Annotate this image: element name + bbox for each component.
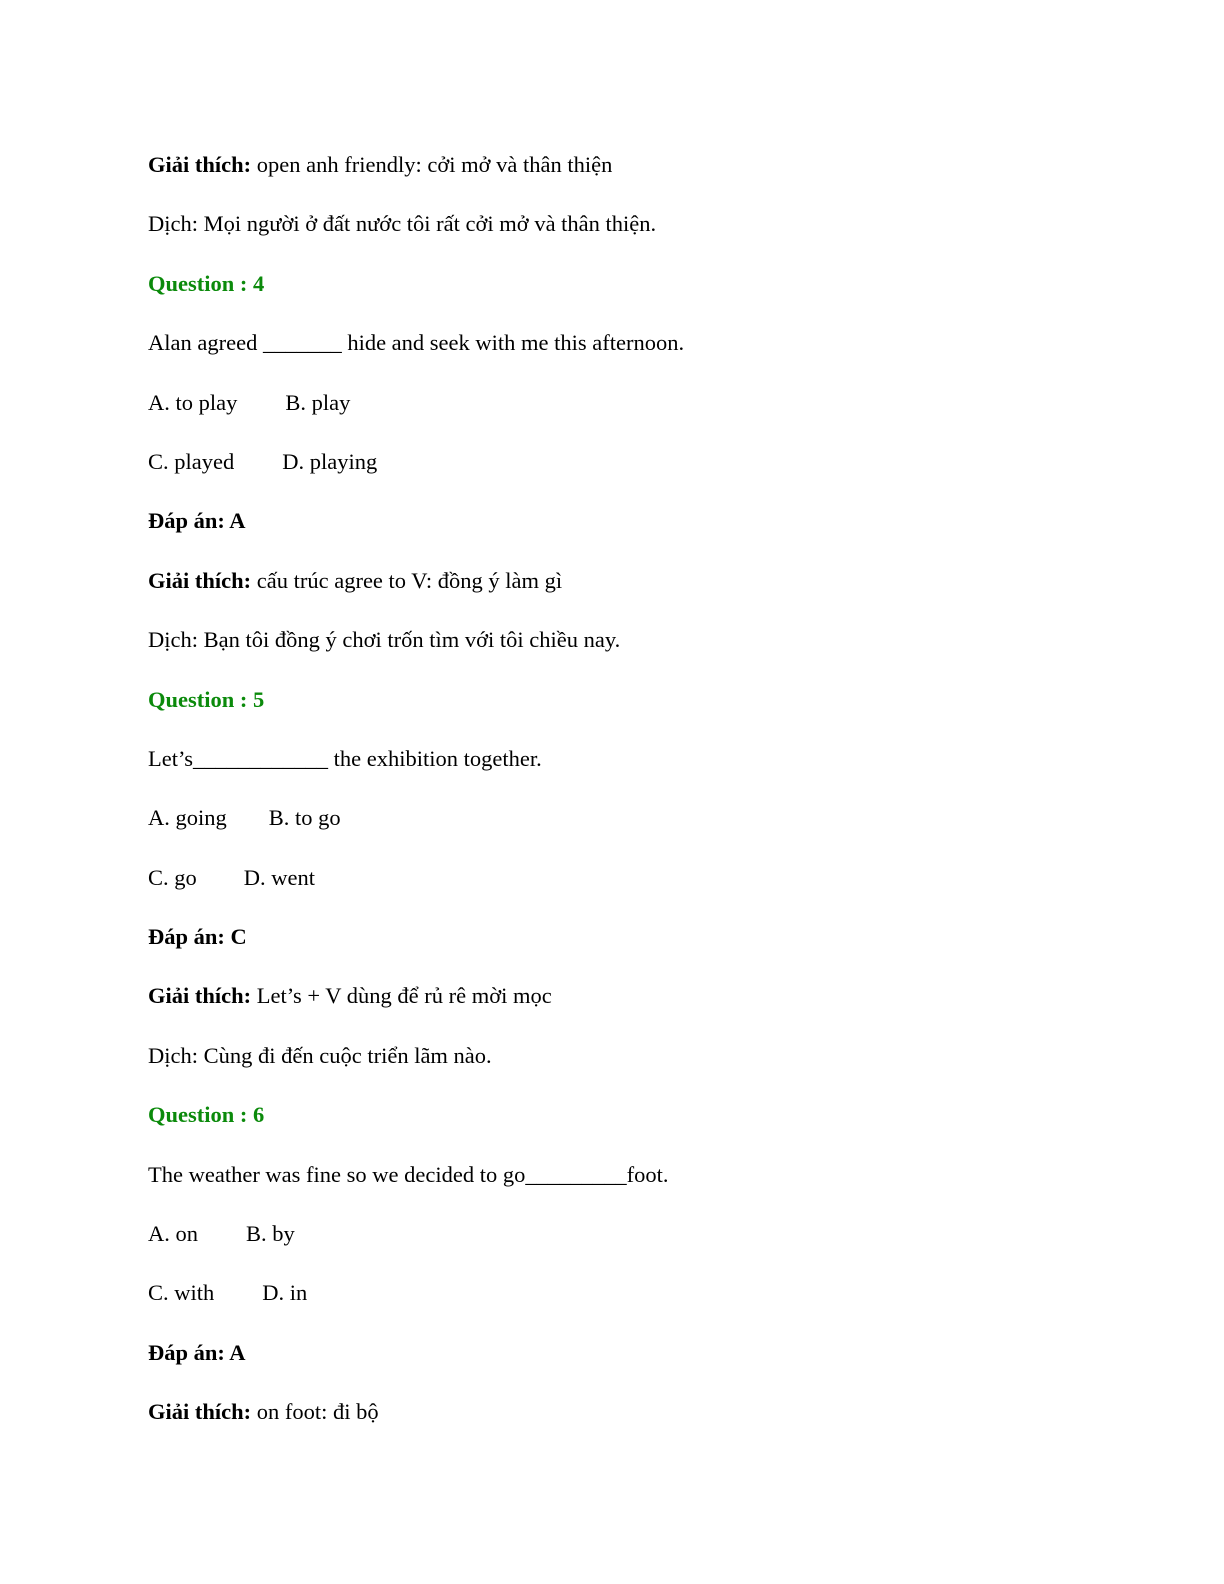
question-heading: Question : 5 — [148, 686, 265, 712]
options-row-ab — [148, 384, 1088, 421]
option-c: C. with — [148, 1280, 215, 1306]
explanation-label: Giải thích: — [148, 567, 252, 593]
options-row-cd — [148, 443, 1088, 480]
options-row-cd — [148, 1274, 1088, 1311]
option-b: B. play — [285, 389, 351, 415]
options-row-ab — [148, 1215, 1088, 1252]
explanation-label: Giải thích: — [148, 983, 252, 1009]
question-heading: Question : 4 — [148, 270, 265, 296]
translation-line: Dịch: Bạn tôi đồng ý chơi trốn tìm với tôi chiều nay. — [148, 627, 621, 653]
question-text: The weather was fine so we decided to go_________foot. — [148, 1161, 669, 1187]
option-c: C. go — [148, 864, 197, 890]
question-heading: Question : 6 — [148, 1102, 265, 1128]
option-b: B. by — [246, 1221, 295, 1247]
explanation-line — [148, 1393, 1088, 1430]
answer-line: Đáp án: A — [148, 1339, 246, 1365]
translation-line: Dịch: Mọi người ở đất nước tôi rất cởi mở và thân thiện. — [148, 211, 657, 237]
option-a: A. to play — [148, 389, 238, 415]
question-text: Let’s____________ the exhibition together. — [148, 745, 542, 771]
explanation-line — [148, 977, 1088, 1014]
document-page — [148, 146, 1088, 1453]
answer-line: Đáp án: A — [148, 508, 246, 534]
explanation-text: Let’s + V dùng để rủ rê mời mọc — [251, 983, 552, 1009]
explanation-line — [148, 562, 1088, 599]
options-row-ab — [148, 799, 1088, 836]
option-d: D. playing — [282, 448, 378, 474]
translation-line: Dịch: Cùng đi đến cuộc triển lãm nào. — [148, 1042, 492, 1068]
explanation-text: on foot: đi bộ — [251, 1399, 379, 1425]
option-d: D. in — [262, 1280, 308, 1306]
option-d: D. went — [243, 864, 316, 890]
explanation-line — [148, 146, 1088, 183]
option-b: B. to go — [268, 805, 341, 831]
options-row-cd — [148, 859, 1088, 896]
option-c: C. played — [148, 448, 235, 474]
explanation-text: cấu trúc agree to V: đồng ý làm gì — [251, 567, 563, 593]
option-a: A. going — [148, 805, 227, 831]
explanation-text: open anh friendly: cởi mở và thân thiện — [251, 152, 613, 177]
answer-line: Đáp án: C — [148, 924, 247, 950]
option-a: A. on — [148, 1221, 198, 1247]
explanation-label: Giải thích: — [148, 1399, 252, 1425]
question-text: Alan agreed _______ hide and seek with me this afternoon. — [148, 330, 685, 356]
explanation-label: Giải thích: — [148, 152, 252, 177]
